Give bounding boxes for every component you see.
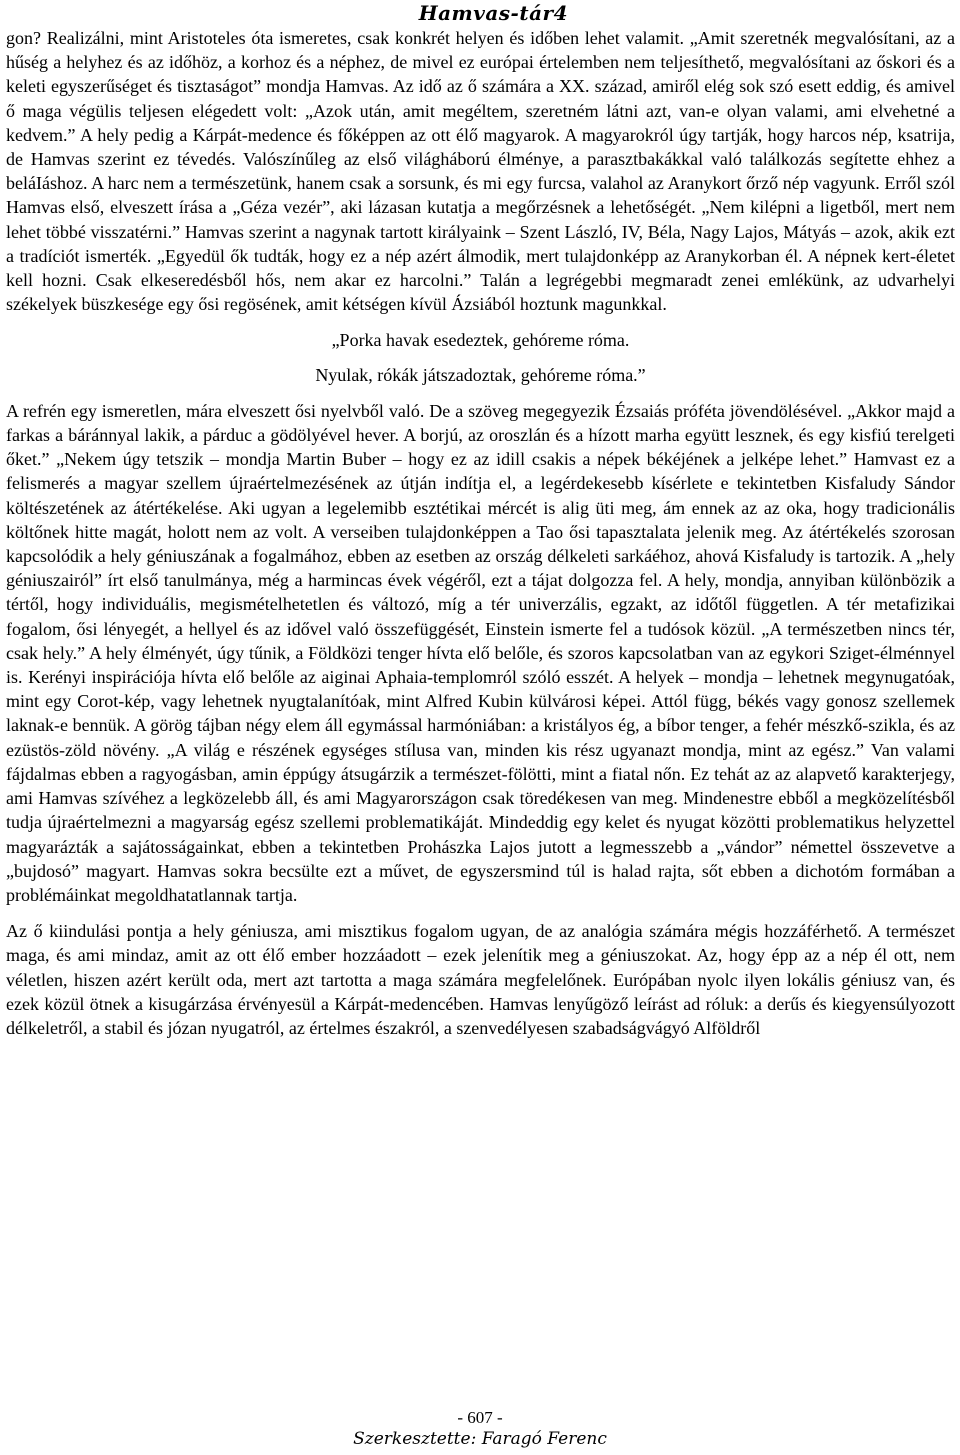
- paragraph-2: A refrén egy ismeretlen, mára elveszett ősi nyelvből való. De a szöveg megegyezik Ézsaiás próféta jövendölésével. „Akkor majd a farkas a báránnyal lakik, a párduc a gödölyével hever. A borjú, az oroszlán és a hízott marha együtt lesznek, és egy kisfiú terelgeti őket.” „Nekem úgy tetszik – mondja Martin Buber – hogy ez az idill csakis a népek békéjének a jelképe lehet.” Hamvast ez a felismerés a magyar szellem újraértelmezésének az útján indítja el, a legérdekesebb kísérlete e tekintetben Kisfaludy Sándor költészetének az átértékelése. Aki ugyan a legelemibb esztétikai mércét is alig üti meg, ám ennek az az oka, hogy tradicionális költőnek hitte magát, holott nem az volt. A verseiben tulajdonképpen a Tao ősi tapasztalata jelenik meg. Az átértékelés szorosan kapcsolódik a hely géniuszának a fogalmához, ebben az esetben az ország délkeleti sarkáéhoz, ahová Kisfaludy is tartozik. A „hely géniuszairól” írt első tanulmánya, még a harmincas évek végéről, ezt a tájat dolgozza fel. A hely, mondja, annyiban különbözik a tértől, hogy individuális, megismételhetetlen és változó, míg a tér univerzális, egzakt, az időtől független. A tér metafizikai fogalom, ősi lényegét, a hellyel és az idővel való összefüggését, Einstein ismerte fel a tudósok közül. „A természetben nincs tér, csak hely.” A hely élményét, úgy tűnik, a Földközi tenger hívta elő belőle, és szoros kapcsolatban van az egykori Sziget-élménnyel is. Kerényi inspirációja hívta elő belőle az aiginai Aphaia-templomról szóló esszét. A helyek – mondja – lehetnek megynugatóak, mint egy Corot-kép, vagy lehetnek nyugtalanítóak, mint Alfred Kubin külvárosi képei. Attól függ, békés vagy gonosz szellemek laknak-e bennük. A görög tájban négy elem áll egymással harmóniában: a kristályos ég, a bíbor tenger, a fehér mészkő-szikla, és az ezüstös-zöld növény. „A világ e részének egységes stílusa van, minden kis rész ugyanazt mondja, mint az egész.” Van valami fájdalmas ebben a ragyogásban, amin éppúgy átsugárzik a természet-fölötti, mint a fiatal nőn. Ez tehát az az alapvető karakterjegy, ami Hamvas szívéhez a legközelebb áll, és ami Magyarországon csak töredékesen van meg. Mindenestre ebből a megközelítésből tudja újraértelmezni a magyarság egész szellemi problematikáját. Mindeddig egy kelet és nyugat közötti problematikus helyzettel magyarázták a sajátosságainkat, ebben a tekintetben Prohászka Lajos jutott a legmesszebb a „vándor” némettel összevetve a „bujdosó” magyart. Hamvas sokra becsülte ezt a művet, de egyszersmind túl is halad rajta, sőt ebben a dichotóm formában a problémáinkat megoldhatatlannak tartja.: [6, 400, 955, 905]
- page-body: [6, 26, 955, 1040]
- spacer: [6, 316, 955, 328]
- page-number: - 607 -: [457, 1408, 503, 1427]
- editor-credit: Szerkesztette: Faragó Ferenc: [353, 1429, 607, 1449]
- verse-line-1: „Porka havak esedeztek, gehóreme róma.: [331, 330, 630, 351]
- verse-line-2: Nyulak, rókák játszadoztak, gehóreme róma.”: [315, 364, 646, 385]
- spacer: [6, 907, 955, 919]
- paragraph-3: Az ő kiindulási pontja a hely géniusza, ami misztikus fogalom ugyan, de az analógia számára mégis hozzáférhető. A természet maga, és ami mindaz, amit az ott élő ember hozzáadott – ezek jelenítik meg a géniuszokat. Az, hogy épp az a nép él ott, nem véletlen, hiszen azért került oda, mert azt tartotta a maga számára megfelelőnek. Európában nyolc ilyen lokális géniusz van, és ezek közül ötnek a kisugárzása érvényesül a Kárpát-medencében. Hamvas lenyűgöző leírást ad róluk: a derűs és kiegyensúlyozott délkeletről, a stabil és józan nyugatról, az értelmes északról, a szenvedélyesen szabadságvágyó Alföldről: [6, 921, 955, 1038]
- spacer: [6, 353, 955, 363]
- paragraph-1: gon? Realizálni, mint Aristoteles óta ismeretes, csak konkrét helyen és időben lehet valamit. „Amit szeretnék megvalósítani, az a hűség a helyhez és az időhöz, a korhoz és a néphez, de mivel ez európai értelemben nem teljesíthető, megvalósítani az őskori és a keleti egyszerűséget és tisztaságot” mondja Hamvas. Az idő az ő számára a XX. század, amiről elég sok szó esett eddig, és amivel ő maga végülis teljesen elégedett volt: „Azok után, amit megéltem, szeretném látni azt, van-e olyan valami, ami elvehetné a kedvem.” A hely pedig a Kárpát-medence és főképpen az ott élő magyarok. A magyarokról úgy tartják, hogy harcos nép, ksatrija, de Hamvas szerint ez tévedés. Valószínűleg az első világháború élménye, a parasztbakákkal való találkozás segítette ehhez a beláIáshoz. A harc nem a természetünk, hanem csak a sorsunk, és mi egy furcsa, valahol az Aranykort őrző nép vagyunk. Erről szól Hamvas első, elveszett írása a „Géza vezér”, aki lázasan kutatja a megőrzésnek a lehetőségét. „Nem kilépni a ligetből, mert nem lehet többé visszatérni.” Hamvas szerint a nagynak tartott királyaink – Szent László, IV, Béla, Nagy Lajos, Mátyás – azok, akik ezt a tradíciót ismerték. „Egyedül ők tudták, hogy ez a nép azért álmodik, mert tulajdonképp az Aranykorban él. A népnek kert-életet kell hozni. Csak elkeseredésből hős, nem akar ez harcolni.” Talán a legrégebbi megmaradt zenei emlékünk, az udvarhelyi székelyek büszkesége egy ősi regösének, amit kétségen kívül Ázsiából hoztunk magunkkal.: [6, 28, 955, 315]
- spacer: [6, 387, 955, 399]
- running-header: Hamvas-tár4: [418, 1, 568, 25]
